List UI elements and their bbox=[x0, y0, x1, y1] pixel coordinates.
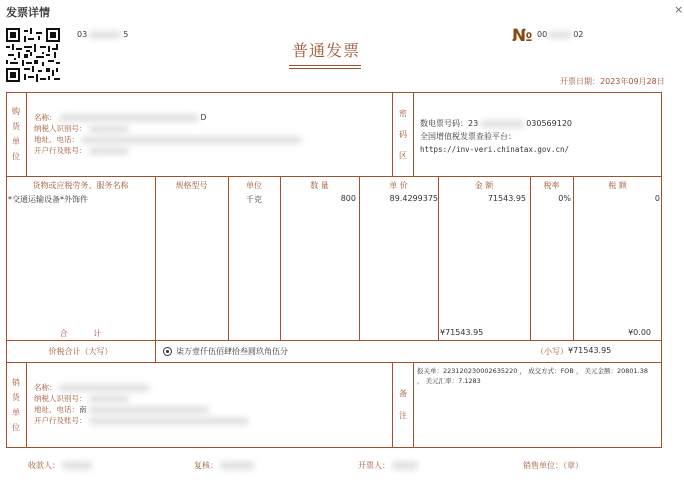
remark-line: ， 美元汇率：7.1283 bbox=[417, 377, 481, 385]
field-label: 纳税人识别号： bbox=[34, 394, 87, 403]
redacted-block bbox=[81, 136, 301, 144]
field-label: 名称： bbox=[34, 383, 57, 392]
label-char: 货 bbox=[12, 393, 20, 402]
grand-total-upper-text: 柒万壹仟伍佰肆拾叁圆玖角伍分 bbox=[176, 347, 288, 356]
redacted-block bbox=[89, 406, 209, 414]
signature-label: 收款人： bbox=[28, 461, 60, 470]
row-divider bbox=[6, 340, 662, 341]
no-mark: № bbox=[512, 26, 533, 46]
buyer-section-label bbox=[6, 92, 26, 176]
field-value: 23 bbox=[468, 119, 479, 128]
field-value: 南 bbox=[79, 405, 87, 414]
total-label: 合 计 bbox=[59, 329, 102, 338]
field-label: 开户行及账号： bbox=[34, 416, 87, 425]
verify-platform-url[interactable]: https://inv-veri.chinatax.gov.cn/ bbox=[420, 145, 570, 154]
buyer-bank-row bbox=[34, 145, 384, 156]
redacted-block bbox=[392, 461, 418, 470]
buyer-info bbox=[34, 112, 384, 156]
total-amount: ¥71543.95 bbox=[440, 328, 484, 337]
redacted-block bbox=[89, 147, 129, 155]
redacted-block bbox=[89, 31, 121, 39]
seller-bank-row bbox=[34, 415, 384, 426]
item-rate: 0% bbox=[558, 194, 571, 203]
title-underline bbox=[289, 65, 361, 66]
col-header-spec: 规格型号 bbox=[175, 181, 208, 190]
buyer-taxid-row bbox=[34, 123, 384, 134]
grand-total-lower bbox=[536, 346, 611, 357]
field-value: 030569120 bbox=[526, 119, 572, 128]
redacted-block bbox=[220, 461, 254, 470]
issue-date bbox=[560, 76, 665, 87]
redacted-block bbox=[62, 461, 92, 470]
label-char: 注 bbox=[399, 411, 407, 420]
circle-x-icon bbox=[163, 347, 172, 356]
grand-total-upper bbox=[163, 346, 288, 357]
col-header-price: 单 价 bbox=[389, 181, 408, 190]
issue-date-value: 2023年09月28日 bbox=[600, 77, 665, 86]
col-header-unit: 单位 bbox=[246, 181, 262, 190]
redacted-block bbox=[89, 417, 249, 425]
seller-seal: 销售单位：（章） bbox=[523, 461, 583, 470]
seller-taxid-row bbox=[34, 393, 384, 404]
seller-section-label bbox=[6, 362, 26, 448]
item-price: 89.4299375 bbox=[389, 194, 438, 203]
field-label: 名称： bbox=[34, 113, 57, 122]
item-amount: 71543.95 bbox=[487, 194, 526, 203]
qr-code bbox=[6, 28, 60, 82]
label-char: 密 bbox=[399, 108, 407, 118]
col-divider bbox=[413, 92, 414, 176]
field-label: 开户行及账号： bbox=[34, 146, 87, 155]
remark-line: 报关单：223120230002635220 ， 成交方式：FOB ， 美元金额：20801.38 bbox=[417, 367, 649, 375]
col-header-amount: 金 额 bbox=[474, 181, 494, 190]
label-char: 区 bbox=[399, 150, 407, 160]
seller-address-row bbox=[34, 404, 384, 415]
label-char: 单 bbox=[12, 408, 20, 417]
invoice-code-suffix: 5 bbox=[123, 30, 129, 39]
redacted-block bbox=[89, 125, 129, 133]
col-divider bbox=[413, 362, 414, 448]
redacted-block bbox=[59, 114, 199, 122]
invoice-code bbox=[77, 30, 128, 39]
label-char: 货 bbox=[12, 122, 20, 131]
label-char: 位 bbox=[12, 423, 20, 432]
col-header-rate: 税率 bbox=[543, 181, 560, 190]
issue-date-label: 开票日期： bbox=[560, 77, 600, 86]
row-divider bbox=[6, 362, 662, 363]
invoice-code-prefix: 03 bbox=[77, 30, 88, 39]
label-char: 备 bbox=[399, 389, 407, 398]
remark-content bbox=[417, 366, 659, 386]
item-tax: 0 bbox=[654, 194, 660, 203]
title-underline bbox=[289, 68, 361, 69]
remark-label bbox=[393, 362, 413, 448]
cipher-label bbox=[393, 92, 413, 176]
signature-label: 复核： bbox=[194, 461, 218, 470]
col-divider bbox=[155, 340, 156, 362]
redacted-block bbox=[548, 31, 572, 39]
item-name: *交通运输设备*外饰件 bbox=[8, 195, 88, 204]
col-header-name: 货物或应税劳务、服务名称 bbox=[32, 181, 129, 190]
label-char: 购 bbox=[12, 107, 20, 116]
cipher-area bbox=[420, 117, 572, 156]
e-invoice-number bbox=[420, 117, 572, 130]
col-divider bbox=[26, 92, 27, 176]
grand-total-lower-value: ¥71543.95 bbox=[568, 346, 612, 355]
close-icon[interactable]: × bbox=[674, 3, 684, 16]
label-char: 单 bbox=[12, 137, 20, 146]
invoice-number bbox=[537, 30, 583, 39]
item-unit: 千克 bbox=[246, 195, 262, 204]
buyer-name-row bbox=[34, 112, 384, 123]
field-label: 纳税人识别号： bbox=[34, 124, 87, 133]
grand-total-label: 价税合计（大写） bbox=[48, 347, 113, 356]
field-value: D bbox=[200, 113, 207, 122]
reviewer bbox=[194, 460, 254, 471]
col-header-qty: 数 量 bbox=[310, 181, 329, 190]
invoice-number-prefix: 00 bbox=[537, 30, 548, 39]
col-divider bbox=[26, 362, 27, 448]
redacted-block bbox=[480, 120, 524, 128]
label-char: 销 bbox=[12, 378, 20, 387]
redacted-block bbox=[59, 384, 149, 392]
item-qty: 800 bbox=[340, 194, 356, 203]
payee bbox=[28, 460, 92, 471]
seller-name-row bbox=[34, 382, 384, 393]
total-tax: ¥0.00 bbox=[628, 328, 651, 337]
verify-platform-label: 全国增值税发票查验平台： bbox=[420, 132, 516, 141]
signature-label: 开票人： bbox=[358, 461, 390, 470]
col-header-tax: 税 额 bbox=[608, 181, 627, 190]
dialog-title: 发票详情 bbox=[6, 6, 50, 19]
seller-info bbox=[34, 382, 384, 426]
grand-total-lower-label: （小写） bbox=[536, 347, 568, 356]
redacted-block bbox=[89, 395, 129, 403]
invoice-title: 普通发票 bbox=[291, 41, 360, 60]
buyer-address-row bbox=[34, 134, 384, 145]
field-label: 数电票号码： bbox=[420, 119, 468, 128]
issuer bbox=[358, 460, 418, 471]
field-label: 地址、电话： bbox=[34, 405, 79, 414]
row-divider bbox=[6, 176, 662, 177]
col-divider bbox=[155, 176, 156, 340]
label-char: 位 bbox=[12, 152, 20, 161]
field-label: 地址、电话： bbox=[34, 135, 79, 144]
label-char: 码 bbox=[399, 129, 407, 139]
invoice-number-suffix: 02 bbox=[573, 30, 584, 39]
